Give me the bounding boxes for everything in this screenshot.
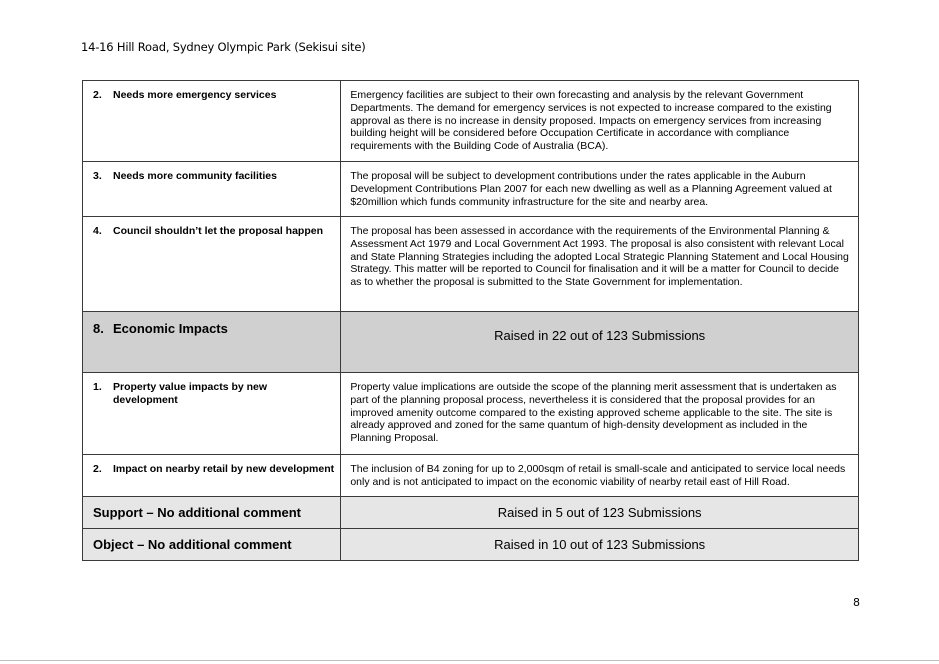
response-cell [341, 373, 859, 455]
issue-label: Needs more emergency services [113, 89, 277, 101]
support-row [83, 497, 859, 529]
table-row [83, 373, 859, 455]
section-raised-count: Raised in 22 out of 123 Submissions [494, 328, 706, 343]
response-text: Property value implications are outside the scope of the planning merit assessment that is undertaken as part of the planning proposal process, nevertheless it is considered that the proposal provides for an improved amenity outcome compared to the existing approved scheme applicable to the site. The site is already approved and zoned for the same quantum of high-density development as included in the Planning Proposal. [350, 381, 837, 445]
section-title-cell [83, 312, 341, 373]
section-header-row [83, 312, 859, 373]
issue-cell [83, 455, 341, 497]
issue-cell [83, 217, 341, 312]
issue-label: Impact on nearby retail by new development [113, 463, 335, 475]
issue-cell [83, 162, 341, 217]
table-row [83, 217, 859, 312]
issue-number: 2. [93, 89, 102, 101]
issue-number: 2. [93, 463, 102, 475]
response-text: The proposal has been assessed in accordance with the requirements of the Environmental Planning & Assessment Act 1979 and Local Government Act 1993. The proposal is also consistent with relevant Local and State Planning Strategies including the adopted Local Strategic Planning Statement and Local Housing Strategy. This matter will be reported to Council for finalisation and it will be a matter for Council to decide as to whether the proposal is submitted to the State Government for implementation. [350, 225, 849, 289]
response-cell [341, 217, 859, 312]
object-label: Object – No additional comment [93, 537, 292, 552]
issue-number: 1. [93, 381, 102, 393]
page-header: 14-16 Hill Road, Sydney Olympic Park (Sekisui site) [81, 40, 366, 54]
response-cell [341, 455, 859, 497]
issue-number: 4. [93, 225, 102, 237]
support-raised-cell [341, 497, 859, 529]
section-raised-cell [341, 312, 859, 373]
submissions-table [82, 80, 859, 561]
table-row [83, 162, 859, 217]
support-label-cell [83, 497, 341, 529]
table-row [83, 81, 859, 162]
object-row [83, 529, 859, 561]
response-text: Emergency facilities are subject to their own forecasting and analysis by the relevant Government Departments. The demand for emergency services is not expected to increase compared to the existing approval as there is no increase in density proposed. Impacts on emergency services from increasing building height will be considered before Occupation Certificate in accordance with compliance requirements with the Building Code of Australia (BCA). [350, 89, 832, 153]
response-text: The proposal will be subject to development contributions under the rates applicable in the Auburn Development Contributions Plan 2007 for each new dwelling as well as a Planning Agreement valued at $20million which funds community infrastructure for the site and nearby area. [350, 170, 832, 208]
table-row [83, 455, 859, 497]
object-raised-count: Raised in 10 out of 123 Submissions [494, 537, 706, 552]
response-cell [341, 162, 859, 217]
page-bottom-divider [0, 660, 939, 661]
support-raised-count: Raised in 5 out of 123 Submissions [497, 505, 702, 520]
issue-cell [83, 81, 341, 162]
issue-cell [83, 373, 341, 455]
page-number: 8 [853, 596, 860, 609]
section-title: Economic Impacts [113, 321, 228, 336]
issue-number: 3. [93, 170, 102, 182]
support-label: Support – No additional comment [93, 505, 302, 520]
object-label-cell [83, 529, 341, 561]
object-raised-cell [341, 529, 859, 561]
issue-label: Council shouldn’t let the proposal happen [113, 225, 323, 237]
issue-label: Needs more community facilities [113, 170, 277, 182]
response-text: The inclusion of B4 zoning for up to 2,000sqm of retail is small-scale and anticipated to service local needs only and is not anticipated to impact on the economic viability of nearby retail east of Hill Road. [350, 463, 846, 488]
response-cell [341, 81, 859, 162]
section-number: 8. [93, 321, 104, 336]
issue-label: Property value impacts by new development [113, 381, 268, 406]
